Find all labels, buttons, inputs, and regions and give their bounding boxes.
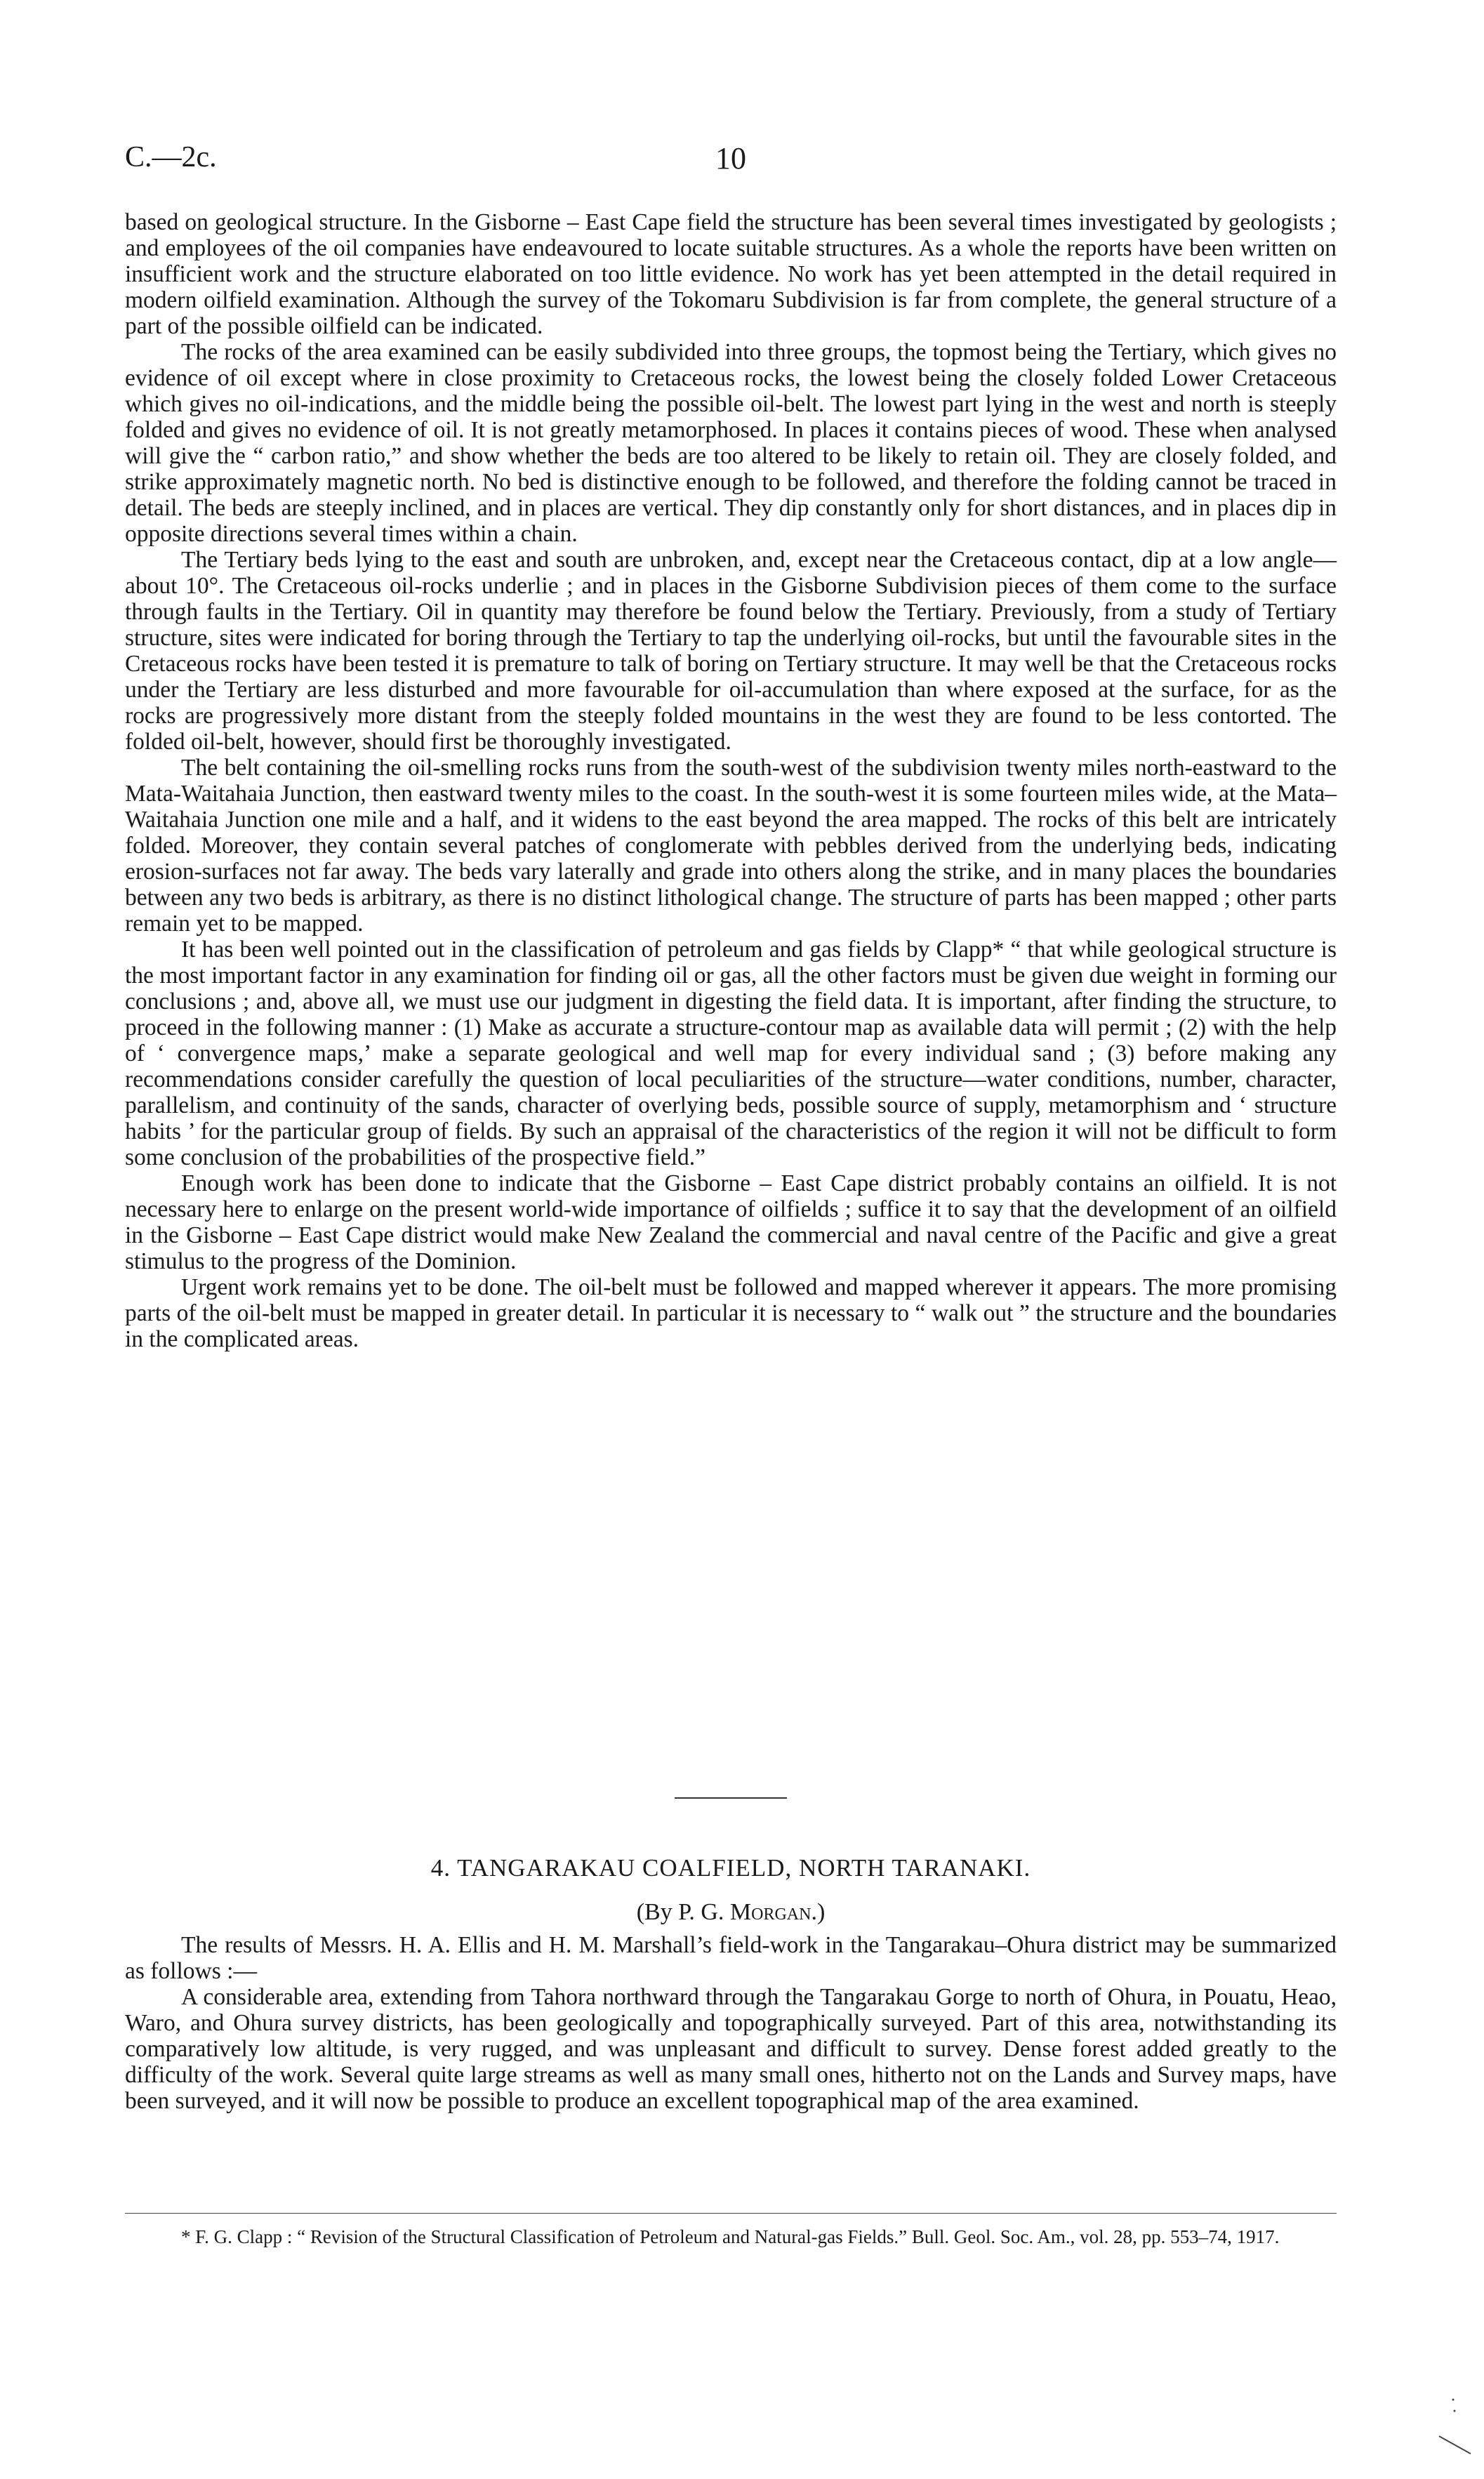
page-number: 10	[715, 141, 746, 176]
author-name: Morgan	[729, 1899, 811, 1925]
section-divider	[675, 1797, 787, 1799]
paragraph: It has been well pointed out in the classification of petroleum and gas fields by Clapp* “ that while geological structure is the most important factor in any examination for finding oil or gas, all the other factors must be given due weight in forming our conclusions ; and, above all, we must use our judgment in digesting the field data. It is important, after finding the structure, to proceed in the following manner : (1) Make as accurate a structure-contour map as available data will permit ; (2) with the help of ‘ convergence maps,’ make a separate geological and well map for every individual sand ; (3) before making any recommendations consider carefully the question of local peculiarities of the structure—water conditions, number, character, parallelism, and continuity of the sands, character of overlying beds, possible source of supply, metamorphism and ‘ structure habits ’ for the particular group of fields. By such an appraisal of the characteristics of the region it will not be difficult to form some conclusion of the probabilities of the prospective field.”	[125, 937, 1337, 1170]
paragraph: The Tertiary beds lying to the east and south are unbroken, and, except near the Cretaceous contact, dip at a low angle—about 10°. The Cretaceous oil-rocks underlie ; and in places in the Gisborne Subdivision pieces of them come to the surface through faults in the Tertiary. Oil in quantity may therefore be found below the Tertiary. Previously, from a study of Tertiary structure, sites were indicated for boring through the Tertiary to tap the underlying oil-rocks, but until the favourable sites in the Cretaceous rocks have been tested it is premature to talk of boring on Tertiary structure. It may well be that the Cretaceous rocks under the Tertiary are less disturbed and more favourable for oil-accumulation than where exposed at the surface, for as the rocks are progressively more distant from the steeply folded mountains in the west they are found to be less contorted. The folded oil-belt, however, should first be thoroughly investigated.	[125, 547, 1337, 755]
section-tangarakau	[125, 1797, 1337, 2114]
author-suffix: .)	[811, 1899, 826, 1925]
paragraph: The rocks of the area examined can be easily subdivided into three groups, the topmost being the Tertiary, which gives no evidence of oil except where in close proximity to Cretaceous rocks, the lowest being the closely folded Lower Cretaceous which gives no oil-indications, and the middle being the possible oil-belt. The lowest part lying in the west and north is steeply folded and gives no evidence of oil. It is not greatly metamorphosed. In places it contains pieces of wood. These when analysed will give the “ carbon ratio,” and show whether the beds are too altered to be likely to retain oil. They are closely folded, and strike approximately magnetic north. No bed is distinctive enough to be followed, and therefore the folding cannot be traced in detail. The beds are steeply inclined, and in places are vertical. They dip constantly only for short distances, and in places dip in opposite directions several times within a chain.	[125, 339, 1337, 547]
paragraph: A considerable area, extending from Tahora northward through the Tangarakau Gorge to north of Ohura, in Pouatu, Heao, Waro, and Ohura survey districts, has been geologically and topographically surveyed. Part of this area, notwithstanding its comparatively low altitude, is very rugged, and was unpleasant and difficult to survey. Dense forest added greatly to the difficulty of the work. Several quite large streams as well as many small ones, hitherto not on the Lands and Survey maps, have been surveyed, and it will now be possible to produce an excellent topographical map of the area examined.	[125, 1984, 1337, 2114]
section-body	[125, 1932, 1337, 2114]
paragraph: based on geological structure. In the Gisborne – East Cape field the structure has been several times investigated by geologists ; and employees of the oil companies have endeavoured to locate suitable structures. As a whole the reports have been written on insufficient work and the structure elaborated on too little evidence. No work has yet been attempted in the detail required in modern oilfield examination. Although the survey of the Tokomaru Subdivision is far from complete, the general structure of a part of the possible oilfield can be indicated.	[125, 209, 1337, 339]
section-title: 4. TANGARAKAU COALFIELD, NORTH TARANAKI.	[430, 1854, 1031, 1882]
paragraph: The belt containing the oil-smelling rocks runs from the south-west of the subdivision twenty miles north-eastward to the Mata-Waitahaia Junction, then eastward twenty miles to the coast. In the south-west it is some fourteen miles wide, at the Mata–Waitahaia Junction one mile and a half, and it widens to the east beyond the area mapped. The rocks of this belt are intricately folded. Moreover, they contain several patches of conglomerate with pebbles derived from the underlying beds, indicating erosion-surfaces not far away. The beds vary laterally and grade into others along the strike, and in many places the boundaries between any two beds is arbitrary, as there is no distinct lithological change. The structure of parts has been mapped ; other parts remain yet to be mapped.	[125, 755, 1337, 937]
page-header	[125, 140, 1337, 183]
paragraph: Enough work has been done to indicate that the Gisborne – East Cape district probably contains an oilfield. It is not necessary here to enlarge on the present world-wide importance of oilfields ; suffice it to say that the development of an oilfield in the Gisborne – East Cape district would make New Zealand the commercial and naval centre of the Pacific and give a great stimulus to the progress of the Dominion.	[125, 1170, 1337, 1274]
footnote-divider	[125, 2213, 1337, 2214]
author-prefix: (By P. G.	[636, 1899, 730, 1925]
main-text	[125, 209, 1337, 1352]
section-author	[125, 1899, 1337, 1925]
paragraph: The results of Messrs. H. A. Ellis and H. M. Marshall’s field-work in the Tangarakau–Ohura district may be summarized as follows :—	[125, 1932, 1337, 1984]
footnote: * F. G. Clapp : “ Revision of the Structural Classification of Petroleum and Natural-gas Fields.” Bull. Geol. Soc. Am., vol. 28, pp. 553–74, 1917.	[181, 2226, 1280, 2247]
paragraph: Urgent work remains yet to be done. The oil-belt must be followed and mapped wherever it appears. The more promising parts of the oil-belt must be mapped in greater detail. In particular it is necessary to “ walk out ” the structure and the boundaries in the complicated areas.	[125, 1274, 1337, 1352]
document-reference: C.—2c.	[125, 141, 217, 173]
scan-mark-icon	[1432, 2394, 1474, 2457]
